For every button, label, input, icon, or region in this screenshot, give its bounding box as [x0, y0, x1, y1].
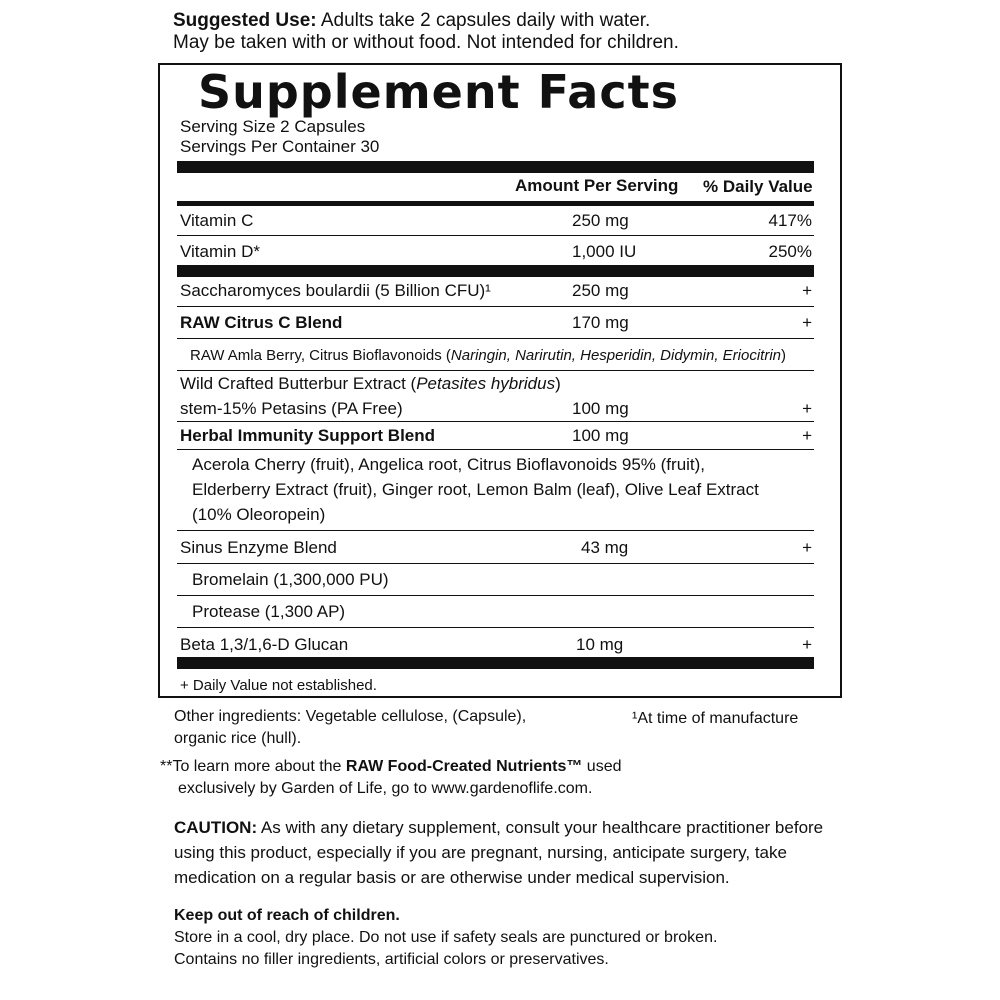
- row-name: Bromelain (1,300,000 PU): [192, 570, 389, 589]
- row-divider: [177, 235, 814, 236]
- manufacture-note: ¹At time of manufacture: [632, 710, 799, 727]
- storage-line1: Store in a cool, dry place. Do not use if safety seals are punctured or broken.: [174, 929, 718, 946]
- row-amount: 250 mg: [572, 211, 629, 230]
- suggested-use-line2: May be taken with or without food. Not intended for children.: [173, 32, 679, 53]
- row-amount: 250 mg: [572, 281, 629, 300]
- row-dv: +: [802, 281, 812, 300]
- row-amount: 43 mg: [581, 538, 629, 557]
- row-divider: [177, 370, 814, 371]
- row-dv: 417%: [768, 211, 812, 230]
- col-amount-header: Amount Per Serving: [515, 176, 679, 195]
- storage: [174, 905, 717, 971]
- caution-line2: using this product, especially if you are pregnant, nursing, anticipate surgery, take: [174, 843, 787, 862]
- blend-ingredients: RAW Amla Berry, Citrus Bioflavonoids (Naringin, Narirutin, Hesperidin, Didymin, Eriocitrin): [190, 347, 787, 364]
- medium-divider: [177, 201, 814, 206]
- row-name: Herbal Immunity Support Blend: [180, 426, 436, 445]
- row-amount: 100 mg: [572, 399, 629, 418]
- row-amount: 100 mg: [572, 426, 629, 445]
- row-amount: 10 mg: [576, 635, 624, 654]
- suggested-use: [173, 10, 679, 54]
- caution: CAUTION: As with any dietary supplement, consult your healthcare practitioner before using this product, especially if you are pregnant, nursing, anticipate surgery, take medication on a regular basis or are otherwise under medical supervision.: [174, 815, 823, 890]
- row-name: stem-15% Petasins (PA Free): [180, 399, 403, 418]
- raw-food-created-nutrients: RAW Food-Created Nutrients™: [345, 758, 583, 775]
- row-dv: +: [802, 426, 812, 445]
- row-amount: 170 mg: [572, 313, 629, 332]
- row-divider: [177, 421, 814, 422]
- row-divider: [177, 449, 814, 450]
- blend-ingredients-line3: (10% Oleoropein): [192, 505, 326, 524]
- other-ingredients: [174, 706, 526, 750]
- row-amount: 1,000 IU: [572, 242, 637, 261]
- blend-ingredients-line1: Acerola Cherry (fruit), Angelica root, Citrus Bioflavonoids 95% (fruit),: [192, 455, 706, 474]
- row-dv: +: [802, 635, 812, 654]
- row-divider: [177, 563, 814, 564]
- other-ingredients-line2: organic rice (hull).: [174, 730, 302, 747]
- learn-more-stars: **: [160, 758, 173, 775]
- daily-value-footnote: + Daily Value not established.: [180, 677, 377, 694]
- keep-out-of-reach: Keep out of reach of children.: [174, 907, 400, 924]
- row-dv: +: [802, 399, 812, 418]
- thick-divider: [177, 265, 814, 277]
- row-name: Sinus Enzyme Blend: [180, 538, 337, 557]
- row-dv: 250%: [768, 242, 812, 261]
- other-ingredients-line1: Other ingredients: Vegetable cellulose, (Capsule),: [174, 708, 527, 725]
- thick-divider: [177, 161, 814, 173]
- row-divider: [177, 306, 814, 307]
- storage-line2: Contains no filler ingredients, artificial colors or preservatives.: [174, 951, 609, 968]
- caution-line3: medication on a regular basis or are otherwise under medical supervision.: [174, 868, 730, 887]
- row-name: Wild Crafted Butterbur Extract (Petasites hybridus): [180, 374, 561, 393]
- row-name: Vitamin D*: [180, 242, 260, 261]
- learn-more-line2: exclusively by Garden of Life, go to www.gardenoflife.com.: [178, 780, 593, 797]
- row-divider: [177, 595, 814, 596]
- learn-more: **To learn more about the RAW Food-Created Nutrients™ used exclusively by Garden of Life, go to www.gardenoflife.com.: [160, 756, 621, 800]
- row-divider: [177, 338, 814, 339]
- row-name: RAW Citrus C Blend: [180, 313, 343, 332]
- caution-label: CAUTION:: [174, 818, 258, 837]
- supplement-facts-panel: [158, 63, 842, 698]
- thick-divider: [177, 657, 814, 669]
- suggested-use-label: Suggested Use:: [173, 10, 317, 31]
- suggested-use-line1: Adults take 2 capsules daily with water.: [316, 10, 651, 31]
- row-divider: [177, 530, 814, 531]
- row-name: Vitamin C: [180, 211, 254, 230]
- servings-per-container: Servings Per Container 30: [180, 137, 380, 156]
- blend-ingredients-line2: Elderberry Extract (fruit), Ginger root, Lemon Balm (leaf), Olive Leaf Extract: [192, 480, 759, 499]
- col-dv-header: % Daily Value: [703, 177, 813, 196]
- row-name: Beta 1,3/1,6-D Glucan: [180, 635, 349, 654]
- row-divider: [177, 627, 814, 628]
- row-name: Saccharomyces boulardii (5 Billion CFU)¹: [180, 281, 491, 300]
- facts-title: Supplement Facts: [198, 65, 679, 119]
- row-name: Protease (1,300 AP): [192, 602, 346, 621]
- row-dv: +: [802, 538, 812, 557]
- row-dv: +: [802, 313, 812, 332]
- serving-size: Serving Size 2 Capsules: [180, 117, 366, 136]
